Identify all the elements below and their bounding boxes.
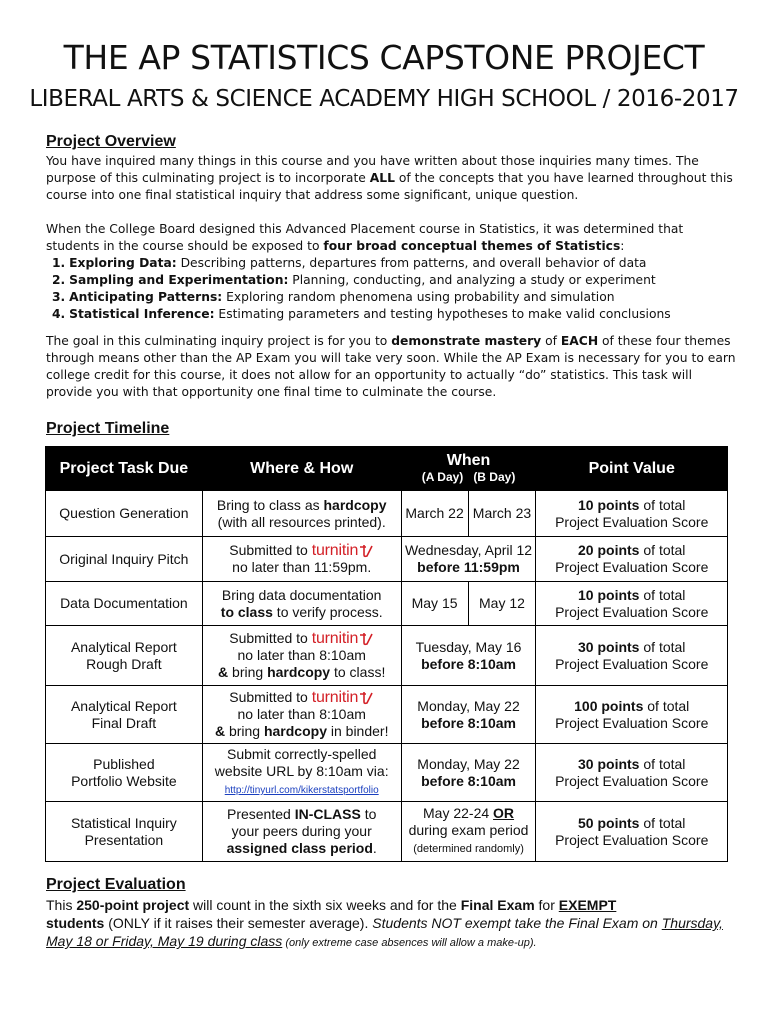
table-row <box>46 537 728 582</box>
a-day-cell: March 22 <box>401 491 468 537</box>
task-cell: Data Documentation <box>46 582 203 626</box>
where-cell: Submit correctly-spelled website URL by 8:10am via: http://tinyurl.com/kikerstatsportfolio <box>202 744 401 802</box>
a-day-cell: May 15 <box>401 582 468 626</box>
list-item: 2. Sampling and Experimentation: Planning, conducting, and analyzing a study or experiment <box>52 273 656 287</box>
col-when-header: When (A Day) (B Day) <box>401 447 536 491</box>
when-cell: Tuesday, May 16 before 8:10am <box>401 626 536 686</box>
where-cell: Submitted to turnitin no later than 8:10am & bring hardcopy to class! <box>202 626 401 686</box>
timeline-table <box>45 446 728 862</box>
task-cell: Statistical Inquiry Presentation <box>46 802 203 862</box>
overview-paragraph-2: When the College Board designed this Advanced Placement course in Statistics, it was determined that students in the course should be exposed to four broad conceptual themes of Statistics: <box>46 222 684 253</box>
points-cell: 10 points of total Project Evaluation Score <box>536 582 728 626</box>
list-item: 3. Anticipating Patterns: Exploring random phenomena using probability and simulation <box>52 290 615 304</box>
b-day-cell: March 23 <box>468 491 536 537</box>
themes-list <box>52 255 742 323</box>
table-header-row <box>46 447 728 491</box>
overview-paragraph-1: You have inquired many things in this course and you have written about those inquiries many times. The purpose of this culminating project is to incorporate ALL of the concepts that you have learned throughout this course into one final statistical inquiry that address some significant, unique question. <box>46 154 733 202</box>
table-row <box>46 686 728 744</box>
when-cell: Monday, May 22 before 8:10am <box>401 686 536 744</box>
turnitin-logo-icon: turnitin <box>312 542 374 559</box>
list-item: 1. Exploring Data: Describing patterns, departures from patterns, and overall behavior of data <box>52 256 647 270</box>
table-row <box>46 626 728 686</box>
where-cell: Bring data documentation to class to verify process. <box>202 582 401 626</box>
evaluation-paragraph: This 250-point project will count in the sixth six weeks and for the Final Exam for EXEMPT students (ONLY if it raises their semester average). Students NOT exempt take the Final Exam on Thursday, May 18 or Friday, May 19 during class (only extreme case absences will allow a make-up). <box>46 897 723 949</box>
turnitin-logo-icon: turnitin <box>312 689 374 706</box>
task-cell: Question Generation <box>46 491 203 537</box>
table-row <box>46 744 728 802</box>
list-item: 4. Statistical Inference: Estimating parameters and testing hypotheses to make valid conclusions <box>52 307 671 321</box>
task-cell: Analytical Report Rough Draft <box>46 626 203 686</box>
table-row <box>46 582 728 626</box>
col-task-header: Project Task Due <box>46 447 203 491</box>
points-cell: 20 points of total Project Evaluation Score <box>536 537 728 582</box>
task-cell: Published Portfolio Website <box>46 744 203 802</box>
points-cell: 30 points of total Project Evaluation Score <box>536 626 728 686</box>
where-cell: Submitted to turnitin no later than 11:59pm. <box>202 537 401 582</box>
timeline-heading: Project Timeline <box>46 420 170 437</box>
page-subtitle: LIBERAL ARTS & SCIENCE ACADEMY HIGH SCHOOL / 2016-2017 <box>29 86 739 112</box>
task-cell: Analytical Report Final Draft <box>46 686 203 744</box>
where-cell: Presented IN-CLASS to your peers during your assigned class period. <box>202 802 401 862</box>
overview-heading: Project Overview <box>46 133 176 150</box>
table-row <box>46 491 728 537</box>
task-cell: Original Inquiry Pitch <box>46 537 203 582</box>
overview-paragraph-3: The goal in this culminating inquiry project is for you to demonstrate mastery of EACH of these four themes through means other than the AP Exam you will take very soon. While the AP Exam is necessary for you to earn college credit for this course, it does not allow for an opportunity to actually “do” statistics. This task will provide you with that opportunity one final time to culminate the course. <box>46 334 736 399</box>
portfolio-link[interactable]: http://tinyurl.com/kikerstatsportfolio <box>224 785 379 796</box>
b-day-cell: May 12 <box>468 582 536 626</box>
points-cell: 10 points of total Project Evaluation Score <box>536 491 728 537</box>
points-cell: 50 points of total Project Evaluation Score <box>536 802 728 862</box>
points-cell: 100 points of total Project Evaluation Score <box>536 686 728 744</box>
points-cell: 30 points of total Project Evaluation Score <box>536 744 728 802</box>
evaluation-heading: Project Evaluation <box>46 876 186 893</box>
turnitin-logo-icon: turnitin <box>312 630 374 647</box>
where-cell: Bring to class as hardcopy (with all resources printed). <box>202 491 401 537</box>
col-points-header: Point Value <box>536 447 728 491</box>
col-where-header: Where & How <box>202 447 401 491</box>
table-row <box>46 802 728 862</box>
when-cell: Wednesday, April 12 before 11:59pm <box>401 537 536 582</box>
where-cell: Submitted to turnitin no later than 8:10am & bring hardcopy in binder! <box>202 686 401 744</box>
page-title: THE AP STATISTICS CAPSTONE PROJECT <box>63 38 705 77</box>
when-cell: May 22-24 OR during exam period (determined randomly) <box>401 802 536 862</box>
when-cell: Monday, May 22 before 8:10am <box>401 744 536 802</box>
